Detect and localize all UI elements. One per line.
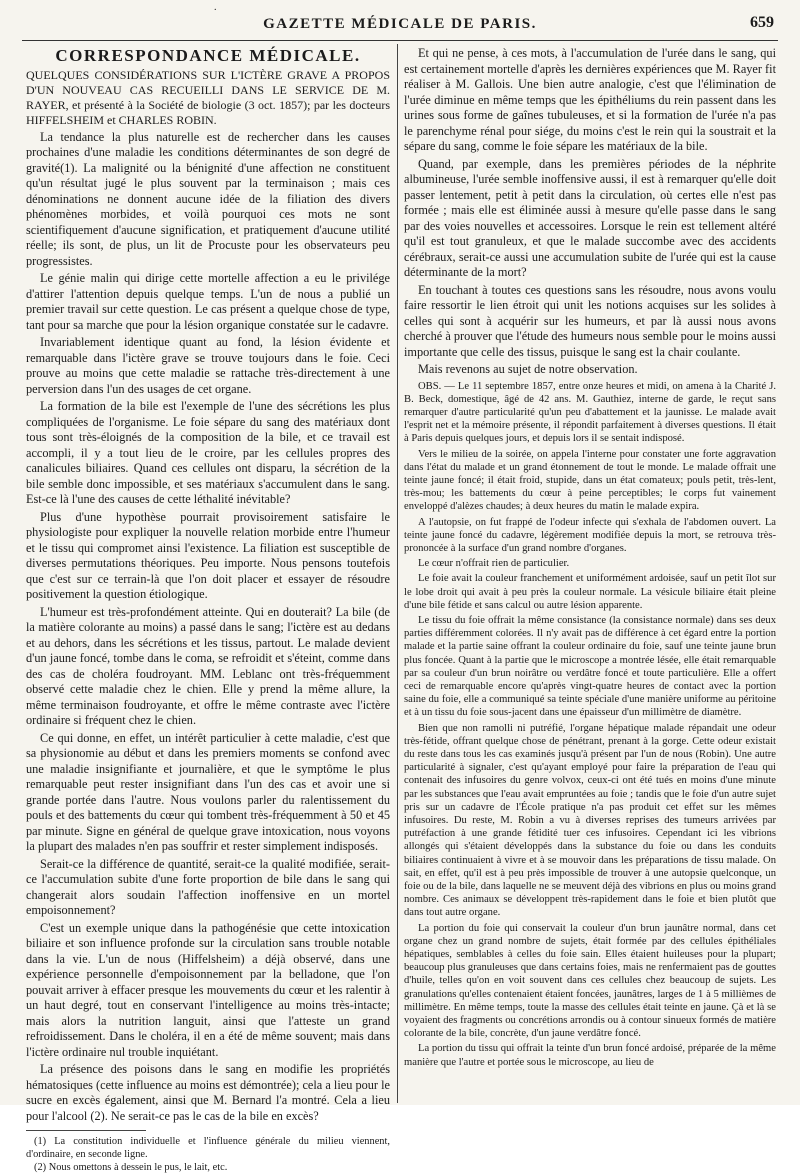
paragraph: La présence des poisons dans le sang en modifie les propriétés hématosiques (cette influence au moins est démontrée); cela a lieu pour le sucre en excès également, ainsi que M. Bernard l'a montré. Cela a lieu pour l'alcool (2). Ne serait-ce pas le cas de la bile en excès? bbox=[26, 1062, 390, 1123]
observation-paragraph: La portion du tissu qui offrait la teinte d'un brun foncé ardoisé, préparée de la même manière que l'autre et portée sous le microscope, au lieu de bbox=[404, 1043, 776, 1068]
right-body-text bbox=[404, 46, 776, 378]
observation-paragraph: OBS. — Le 11 septembre 1857, entre onze heures et midi, on amena à la Charité J. B. Beck, domestique, âgé de 42 ans. M. Gauthiez, interne de garde, le reçut sans remarquer d'autre particularité qu'un peu d'abattement et la jaunisse. Le malade avait l'esprit net et la mémoire présente, il répondit parfaitement à diverses questions. Il était à Paris depuis quelques jours, et depuis lors il se sentait indisposé. bbox=[404, 380, 776, 445]
paragraph: La formation de la bile est l'exemple de l'une des sécrétions les plus compliquées de l'organisme. Le foie sépare du sang des matériaux dont tous sont très-éloignés de la composition de la bile, et ce travail est accompli, il y a tout lieu de le croire, par les cellules propres des canalicules biliaires. Quand ces cellules ont disparu, la sécrétion de la bile semble donc impossible, et ses matériaux s'accumulent dans le sang. Est-ce là l'une des causes de cette léthalité inévitable? bbox=[26, 399, 390, 506]
paragraph: Mais revenons au sujet de notre observation. bbox=[418, 362, 638, 376]
journal-title: GAZETTE MÉDICALE DE PARIS. bbox=[263, 16, 537, 32]
footnotes bbox=[26, 1135, 390, 1174]
observation-text bbox=[404, 380, 776, 1069]
observation-paragraph: Vers le milieu de la soirée, on appela l'interne pour constater une forte aggravation dans l'état du malade et un grand étonnement de tout le monde. Le malade offrait une teinte jaune foncé; il était froid, stupide, dans un état comateux; pouls petit, très-lent, très-mou; les battements du cœur à peine perceptibles; le corps fut vainement enveloppé d'alèzes chaudes; à deux heures du matin le malade expira. bbox=[404, 448, 776, 513]
footnote: (1) La constitution individuelle et l'influence générale du milieu viennent, d'ordinaire, en seconde ligne. bbox=[26, 1136, 390, 1160]
observation-paragraph: A l'autopsie, on fut frappé de l'odeur infecte qui s'exhala de l'abdomen ouvert. La teinte jaune foncé du cadavre, légèrement modifiée depuis la mort, se retrouva très-prononcée à la surface d'un grand nombre d'organes. bbox=[404, 516, 776, 554]
left-body-text bbox=[26, 130, 390, 1125]
paragraph: Plus d'une hypothèse pourrait provisoirement satisfaire le physiologiste pour expliquer la nouvelle relation morbide entre l'humeur et le tissu qui compromet ainsi l'existence. La filiation est susceptible de diverses permutations théoriques. Peu importe. Nous pensons toutefois que c'est sur ce terrain-là que l'on doit placer et essayer de résoudre positivement la question étiologique. bbox=[26, 509, 390, 601]
observation-paragraph: Bien que non ramolli ni putréfié, l'organe hépatique malade répandait une odeur très-fétide, offrant quelque chose de pénétrant, prenant à la gorge. Cette odeur existait du reste dans tous les cas examinés jusqu'à présent par l'un de nous (Robin). Une autre particularité à signaler, c'est qu'ayant employé pour faire la préparation de l'eau qui contenait des infusoires du genre volvox, ceux-ci ont été tués en moins d'une minute par les substances que l'eau avait empruntées au foie ; tandis que le foie d'un autre sujet pris sur un cadavre de l'École pratique n'a pas produit cet effet sur les mêmes infusoires. Du reste, M. Robin a vu à diverses reprises des tumeurs arrivées par putréfaction à une grande fétidité tuer ces infusoires. Cependant ici les vibrions allongés qui s'étaient développés dans la substance du foie ou dans les conduits biliaires continuaient à vivre et à se mouvoir dans les préparations de tissu malade. On sait, en effet, qu'il est à peu près impossible de trouver à une autopsie quelconque, un foie ou de la bile, dans laquelle ne se meuvent déjà des vibrions en plus ou moins grand nombre. Ces animaux se développent très-rapidement dans le foie et bien plutôt que dans tout autre organe. bbox=[404, 722, 776, 919]
paragraph: L'humeur est très-profondément atteinte. Qui en douterait? La bile (de la matière colorante au moins) a passé dans le sang; l'ictère est au dedans et au dehors, dans les sécrétions et les tissus, partout. Le malade devient d'un jaune foncé, tombe dans le coma, se refroidit et s'éteint, comme dans des cas de choléra foudroyant. MM. Leblanc ont très-fréquemment observé cette maladie chez le chien. Elle y prend la même allure, la même terminaison foudroyante, et offre le même contraste avec l'ictère ordinaire si fréquent chez le chien. bbox=[26, 604, 390, 727]
column-divider bbox=[397, 44, 398, 1103]
right-column bbox=[404, 46, 776, 1101]
running-header bbox=[22, 2, 778, 41]
paragraph: Le génie malin qui dirige cette mortelle affection a eu le privilége d'attirer l'attention depuis quelque temps. L'un de nous a publié un premier travail sur cette question. Le cas présent a quelque chose de type, tant pour sa marche que pour la lésion organique constatée sur le cadavre. bbox=[26, 271, 390, 332]
paragraph: En touchant à toutes ces questions sans les résoudre, nous avons voulu faire ressortir le lien étroit qui unit les notions acquises sur les solides à celles qui sont à acquérir sur les humeurs, et par là aussi nous avons cherché à prouver que l'étude des humeurs nous semble pour le moins aussi importante que celle des tissus, puisque le sang est la chair coulante. bbox=[404, 282, 776, 359]
observation-paragraph: Le foie avait la couleur franchement et uniformément ardoisée, sauf un petit îlot sur le lobe droit qui avait à peu près la couleur normale. La vésicule biliaire était pleine d'une bile fétide et sans calcul ou autre lésion apparente. bbox=[404, 573, 776, 611]
paragraph: Et qui ne pense, à ces mots, à l'accumulation de l'urée dans le sang, qui est certainement mortelle d'après les dernières expériences que M. Rayer fit réaliser à M. Gallois. Une bien autre analogie, c'est que l'élimination de l'urée diminue en même temps que les épithéliums du rein passent dans les urines sous forme de gaînes tubuleuses, et si la formation de l'urée n'a pas le parenchyme rénal pour siége, du moins c'est le rein qui la soustrait et la sépare du sang, comme le foie sépare les matériaux de la bile. bbox=[404, 46, 776, 153]
observation-paragraph: La portion du foie qui conservait la couleur d'un brun jaunâtre normal, dans cet organe chez un grand nombre de sujets, était formée par des cellules épithéliales hépatiques, semblables à celles du foie sain. Elles étaient huileuses pour la plupart; beaucoup plus granuleuses que dans certains foies, mais ne renfermaient pas de gouttes d'huile, telles qu'on en voit souvent dans ces cellules chez beaucoup de sujets. Les granulations qu'elles contenaient étaient foncées, jaunâtres, larges de 1 à 5 millièmes de millimètre. En même temps, toute la masse des cellules était teinte en jaune. Çà et là se voyaient des fragments ou concrétions arrondis ou à contour sinueux formés de matière colorante de la bile, concrète, d'un jaune verdâtre foncé. bbox=[404, 922, 776, 1040]
paragraph: C'est un exemple unique dans la pathogénésie que cette intoxication biliaire et son influence profonde sur la circulation sans trouble notable dans la vie. L'un de nous (Hiffelsheim) a déjà observé, dans une expérience personnelle d'empoisonnement par la belladone, que l'on pouvait arriver à effacer presque les mouvements du cœur et les ralentir à un haut degré, tout en conservant l'intelligence au moins très-intacte; mais alors la nutrition languit, ainsi que l'atteste un grand refroidissement. Dans le choléra, il en a été de même souvent; mais dans l'ictère ordinaire nul trouble inquiétant. bbox=[26, 920, 390, 1059]
paragraph: Serait-ce la différence de quantité, serait-ce la qualité modifiée, serait-ce l'accumulation subite d'une forte proportion de bile dans le sang qui changerait alors soudain l'affection inoffensive en un mortel empoisonnement? bbox=[26, 856, 390, 917]
paragraph: Ce qui donne, en effet, un intérêt particulier à cette maladie, c'est que sa physionomie au début et dans les premiers moments se confond avec une maladie insignifiante et journalière, et que le symptôme le plus remarquable peut rester insignifiant dans l'un des cas et avoir une si grande portée dans l'autre. Nous voulons parler du ralentissement du pouls et des battements du cœur qui tombent très-fréquemment à 50 et 45 par minute. Signe en général de quelque grave intoxication, nous voyons la plupart des malades n'en pas souffrir et rester simplement indisposés. bbox=[26, 730, 390, 853]
paragraph: Quand, par exemple, dans les premières périodes de la néphrite albumineuse, l'urée semble inoffensive aussi, il est à remarquer qu'elle doit passer lentement, petit à petit dans la circulation, où certes elle n'est pas formée ; mais elle est éliminée aussi à mesure qu'elle passe dans le sang par des voies nouvelles et accessoires. Lorsque le rein est tellement altéré qu'il est tout granuleux, et que le malade succombe avec des accidents cérébraux, serait-ce aussi une accumulation subite de l'urée qui est la cause déterminante de la mort? bbox=[404, 156, 776, 279]
paragraph: Invariablement identique quant au fond, la lésion évidente et remarquable dans l'ictère grave se trouve toujours dans le foie. Ceci prouve au moins que cette maladie se rattache très-directement à une perversion dans l'un des usages de cet organe. bbox=[26, 335, 390, 396]
footnote-rule bbox=[26, 1130, 146, 1131]
left-column bbox=[26, 46, 390, 1173]
paragraph: La tendance la plus naturelle est de rechercher dans les causes prochaines d'une maladie les conditions déterminantes de son degré de gravité(1). La malignité ou la bénignité d'une affection ne constituent qu'un résultat jugé le plus souvent par la terminaison ; mais ces dénominations ne donnent aucune idée de la filiation des divers phénomènes morbides, et voilà pourquoi ces mots ne sont scientifiquement d'aucune signification, et pratiquement d'aucune utilité réelle; ils sont, de plus, un lit de Procuste pour les observateurs peu progressistes. bbox=[26, 129, 390, 268]
article-subtitle: QUELQUES CONSIDÉRATIONS SUR L'ICTÈRE GRAVE A PROPOS D'UN NOUVEAU CAS RECUEILLI DANS LE SERVICE DE M. RAYER, et présenté à la Société de biologie (3 oct. 1857); par les docteurs HIFFELSHEIM et CHARLES ROBIN. bbox=[26, 67, 390, 127]
page-number: 659 bbox=[750, 14, 774, 31]
observation-paragraph: Le tissu du foie offrait la même consistance (la consistance normale) dans ses deux parties différemment colorées. Il n'y avait pas de différence à cet égard entre la portion malade et la partie saine offrant la couleur ordinaire du foie, sauf une teinte jaune brun plus foncée. Quant à la partie que le microscope a montrée lésée, elle était remarquable par sa couleur d'un brun noirâtre ou verdâtre foncé et toute particulière. Elle a offert ceci de remarquable encore qu'après vingt-quatre heures de contact avec la portion saine du foie, elle a communiqué sa teinte spéciale d'une manière uniforme au péritoine et à un tissu du foie sous-jacent dans une épaisseur d'un millimètre de diamètre. bbox=[404, 614, 776, 719]
footnote: (2) Nous omettons à dessein le pus, le lait, etc. bbox=[34, 1162, 228, 1173]
observation-paragraph: Le cœur n'offrait rien de particulier. bbox=[418, 558, 570, 570]
header-mark: . bbox=[214, 2, 217, 13]
section-title: CORRESPONDANCE MÉDICALE. bbox=[55, 46, 361, 65]
